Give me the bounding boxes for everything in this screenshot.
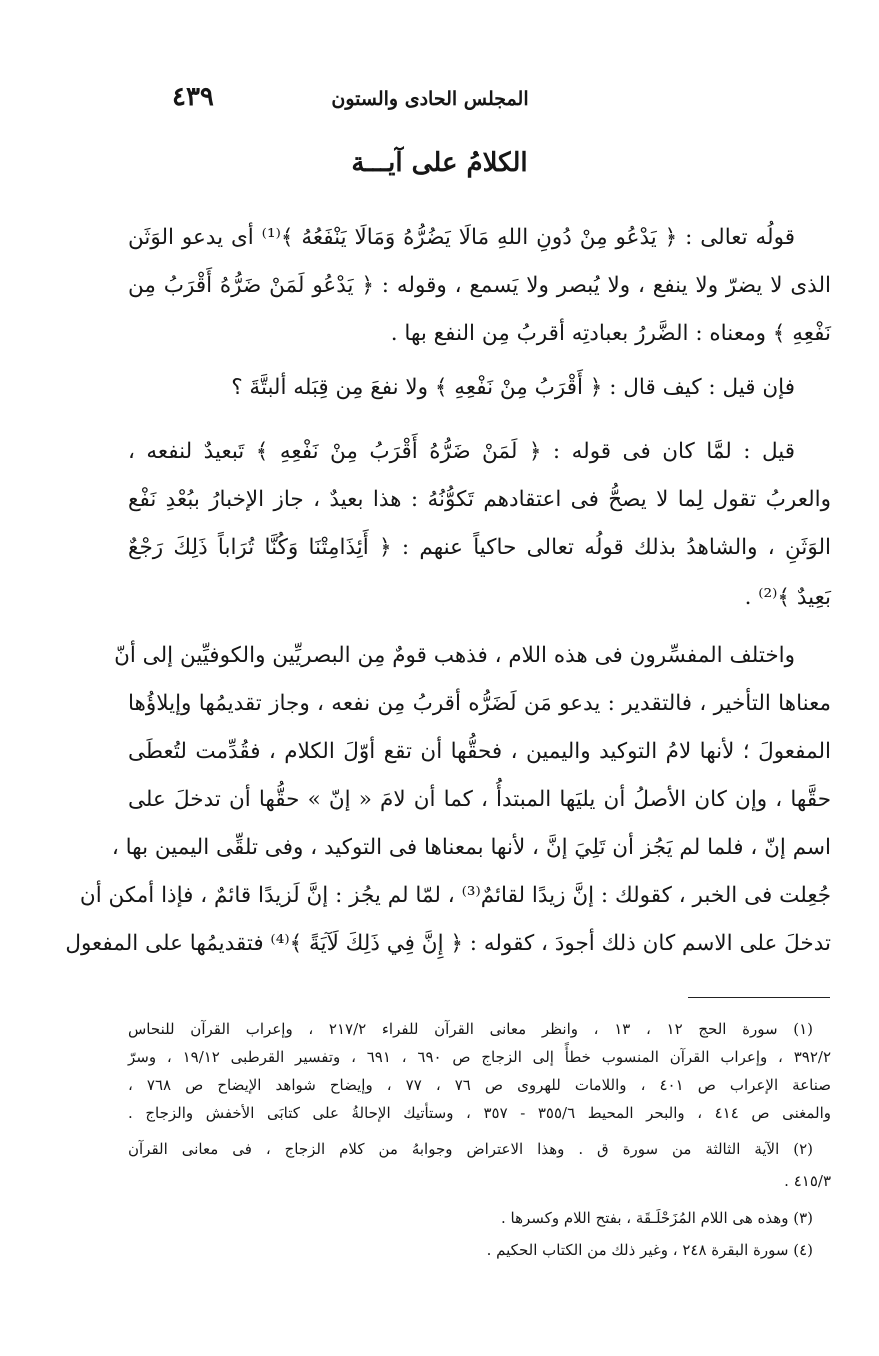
footnote-line: (١) سورة الحج ١٢ ، ١٣ ، وانظر معانى القرآن للفراء ٢١٧/٢ ، وإعراب القرآن للنحاس bbox=[128, 1020, 813, 1038]
footnote-line: (٣) وهذه هى اللام المُزَحْلَـقَة ، بفتح اللام وكسرها . bbox=[501, 1209, 813, 1227]
text-line: قولُه تعالى : ﴿ يَدْعُو مِنْ دُونِ اللهِ مَالَا يَضُرُّهُ وَمَالَا يَنْفَعُهُ ﴾⁽¹⁾ أى يدعو الوَثَن bbox=[128, 225, 795, 250]
text-line: المفعولَ ؛ لأنها لامُ التوكيد واليمين ، فحقُّها أن تقع أوّلَ الكلام ، فقُدِّمت لتُعطَى bbox=[128, 739, 831, 764]
text-line: جُعِلت فى الخبر ، كقولك : إنَّ زيدًا لقائمٌ⁽³⁾ ، لمّا لم يجُز : إنَّ لَزيدًا قائمٌ ، فإذا أمكن أن bbox=[79, 883, 831, 908]
section-title: الكلامُ على آيـــة bbox=[351, 148, 528, 178]
text-line: فإن قيل : كيف قال : ﴿ أَقْرَبُ مِنْ نَفْعِهِ ﴾ ولا نفعَ مِن قِبَله ألبتَّةَ ؟ bbox=[231, 375, 795, 400]
footnote-line: ٣٩٢/٢ ، وإعراب القرآن المنسوب خطأً إلى الزجاج ص ٦٩٠ ، ٦٩١ ، وتفسير القرطبى ١٩/١٢ ، وسرّ bbox=[128, 1048, 831, 1066]
text-line: الوَثَنِ ، والشاهدُ بذلك قولُه تعالى حاكياً عنهم : ﴿ أَئِذَامِتْنَا وَكُنَّا تُرَاباً ذَلِكَ رَجْعٌ bbox=[128, 535, 831, 560]
text-line: تدخلَ على الاسم كان ذلك أجودَ ، كقوله : ﴿ إِنَّ فِي ذَلِكَ لَآيَةً ﴾⁽⁴⁾ فتقديمُها على المفعول bbox=[65, 931, 831, 956]
footnote-line: (٢) الآية الثالثة من سورة ق . وهذا الاعتراض وجوابهُ من كلام الزجاج ، فى معانى القرآن bbox=[128, 1140, 813, 1158]
text-line: حقَّها ، وإن كان الأصلُ أن يليَها المبتدأُ ، كما أن لامَ « إنّ » حقُّها أن تدخلَ على bbox=[128, 787, 831, 812]
text-line: واختلف المفسِّرون فى هذه اللام ، فذهب قومٌ مِن البصريِّين والكوفيِّين إلى أنّ bbox=[114, 643, 795, 668]
page-header bbox=[0, 82, 879, 122]
running-title: المجلس الحادى والستون bbox=[331, 88, 529, 110]
footnote-line: ٤١٥/٣ . bbox=[784, 1172, 831, 1190]
text-line: بَعِيدٌ ﴾⁽²⁾ . bbox=[744, 585, 831, 610]
text-line: الذى لا يضرّ ولا ينفع ، ولا يُبصر ولا يَسمع ، وقوله : ﴿ يَدْعُو لَمَنْ ضَرُّهُ أَقْرَبُ مِن bbox=[128, 273, 831, 298]
text-line: اسم إنّ ، فلما لم يَجُز أن تَلِيَ إنَّ ، لأنها بمعناها فى التوكيد ، وفى تلقِّى اليمين بها ، bbox=[111, 835, 831, 860]
text-line: معناها التأخير ، فالتقدير : يدعو مَن لَضَرُّه أقربُ مِن نفعه ، وجاز تقديمُها وإيلاؤُها bbox=[128, 691, 831, 716]
footnote-line: صناعة الإعراب ص ٤٠١ ، واللامات للهروى ص ٧٦ ، ٧٧ ، وإيضاح شواهد الإيضاح ص ٧٦٨ ، bbox=[128, 1076, 832, 1094]
footnote-line: والمغنى ص ٤١٤ ، والبحر المحيط ٣٥٥/٦ - ٣٥٧ ، وستأتيك الإحالةُ على كتابَى الأخفش والزجاج . bbox=[128, 1104, 831, 1122]
text-line: نَفْعِهِ ﴾ ومعناه : الضَّررُ بعبادتِه أقربُ مِن النفع بها . bbox=[390, 321, 831, 346]
page-number: ٤٣٩ bbox=[172, 82, 214, 112]
footnote-line: (٤) سورة البقرة ٢٤٨ ، وغير ذلك من الكتاب الحكيم . bbox=[486, 1241, 813, 1259]
footnote-divider bbox=[688, 997, 830, 998]
text-line: قيل : لمَّا كان فى قوله : ﴿ لَمَنْ ضَرُّهُ أَقْرَبُ مِنْ نَفْعِهِ ﴾ تَبعيدٌ لنفعه ، bbox=[128, 439, 795, 464]
text-line: والعربُ تقول لِما لا يصحُّ فى اعتقادهم تَكوُّنُهُ : هذا بعيدٌ ، جاز الإخبارُ ببُعْدِ نَفْع bbox=[128, 487, 831, 512]
